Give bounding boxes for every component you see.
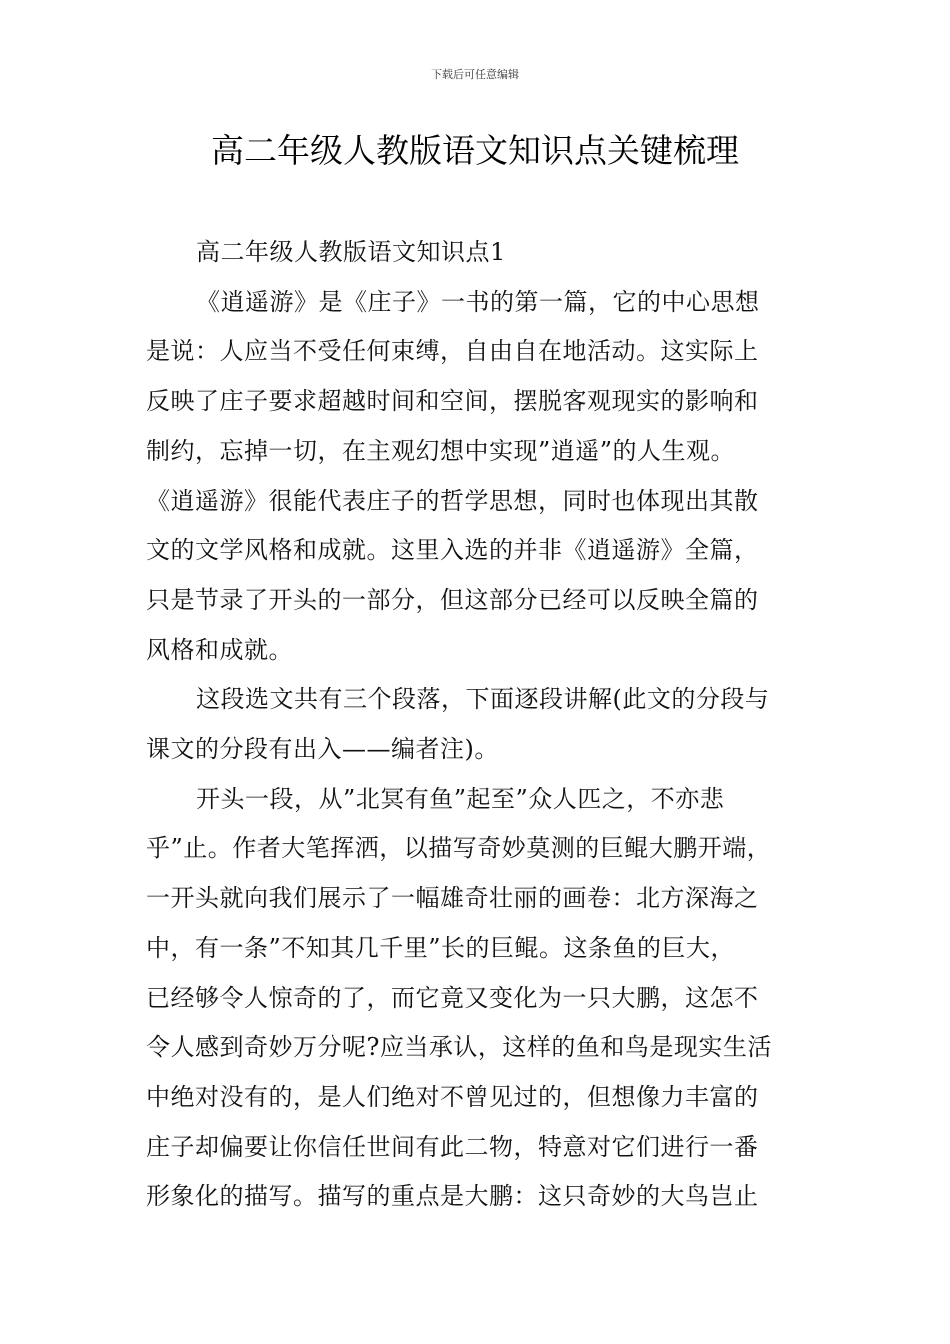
text-line: 课文的分段有出入——编者注)。 <box>146 735 499 764</box>
text-line: 高二年级人教版语文知识点1 <box>196 238 506 266</box>
text-line: 风格和成就。 <box>146 635 293 664</box>
text-line: 是说：人应当不受任何束缚，自由自在地活动。这实际上 <box>146 337 759 366</box>
text-line: 《逍遥游》很能代表庄子的哲学思想，同时也体现出其散 <box>146 486 759 515</box>
text-line: 一开头就向我们展示了一幅雄奇壮丽的画卷：北方深海之 <box>146 884 759 913</box>
text-line: 只是节录了开头的一部分，但这部分已经可以反映全篇的 <box>146 585 759 614</box>
text-line: 这段选文共有三个段落，下面逐段讲解(此文的分段与 <box>196 685 770 714</box>
text-line: 开头一段，从”北冥有鱼”起至”众人匹之，不亦悲 <box>196 784 725 813</box>
text-line: 庄子却偏要让你信任世间有此二物，特意对它们进行一番 <box>146 1132 759 1161</box>
document-body <box>146 228 826 1222</box>
text-line: 《逍遥游》是《庄子》一书的第一篇，它的中心思想 <box>196 287 760 316</box>
text-line: 形象化的描写。描写的重点是大鹏：这只奇妙的大鸟岂止 <box>146 1182 759 1211</box>
text-line: 反映了庄子要求超越时间和空间，摆脱客观现实的影响和 <box>146 387 759 416</box>
text-line: 乎”止。作者大笔挥洒，以描写奇妙莫测的巨鲲大鹏开端， <box>146 834 772 863</box>
text-line: 文的文学风格和成就。这里入选的并非《逍遥游》全篇， <box>146 536 759 565</box>
text-line: 令人感到奇妙万分呢?应当承认，这样的鱼和鸟是现实生活 <box>146 1033 772 1062</box>
paragraph-first-section <box>146 775 826 1222</box>
paragraph-subheading <box>146 228 826 278</box>
document-title: 高二年级人教版语文知识点关键梳理 <box>211 131 739 170</box>
text-line: 中绝对没有的，是人们绝对不曾见过的，但想像力丰富的 <box>146 1082 759 1111</box>
paragraph-structure <box>146 675 826 774</box>
text-line: 制约，忘掉一切，在主观幻想中实现”逍遥”的人生观。 <box>146 436 736 465</box>
header-note: 下载后可任意编辑 <box>431 68 519 81</box>
text-line: 中，有一条”不知其几千里”长的巨鲲。这条鱼的巨大， <box>146 933 736 962</box>
text-line: 已经够令人惊奇的了，而它竟又变化为一只大鹏，这怎不 <box>146 983 759 1012</box>
paragraph-intro <box>146 278 826 676</box>
